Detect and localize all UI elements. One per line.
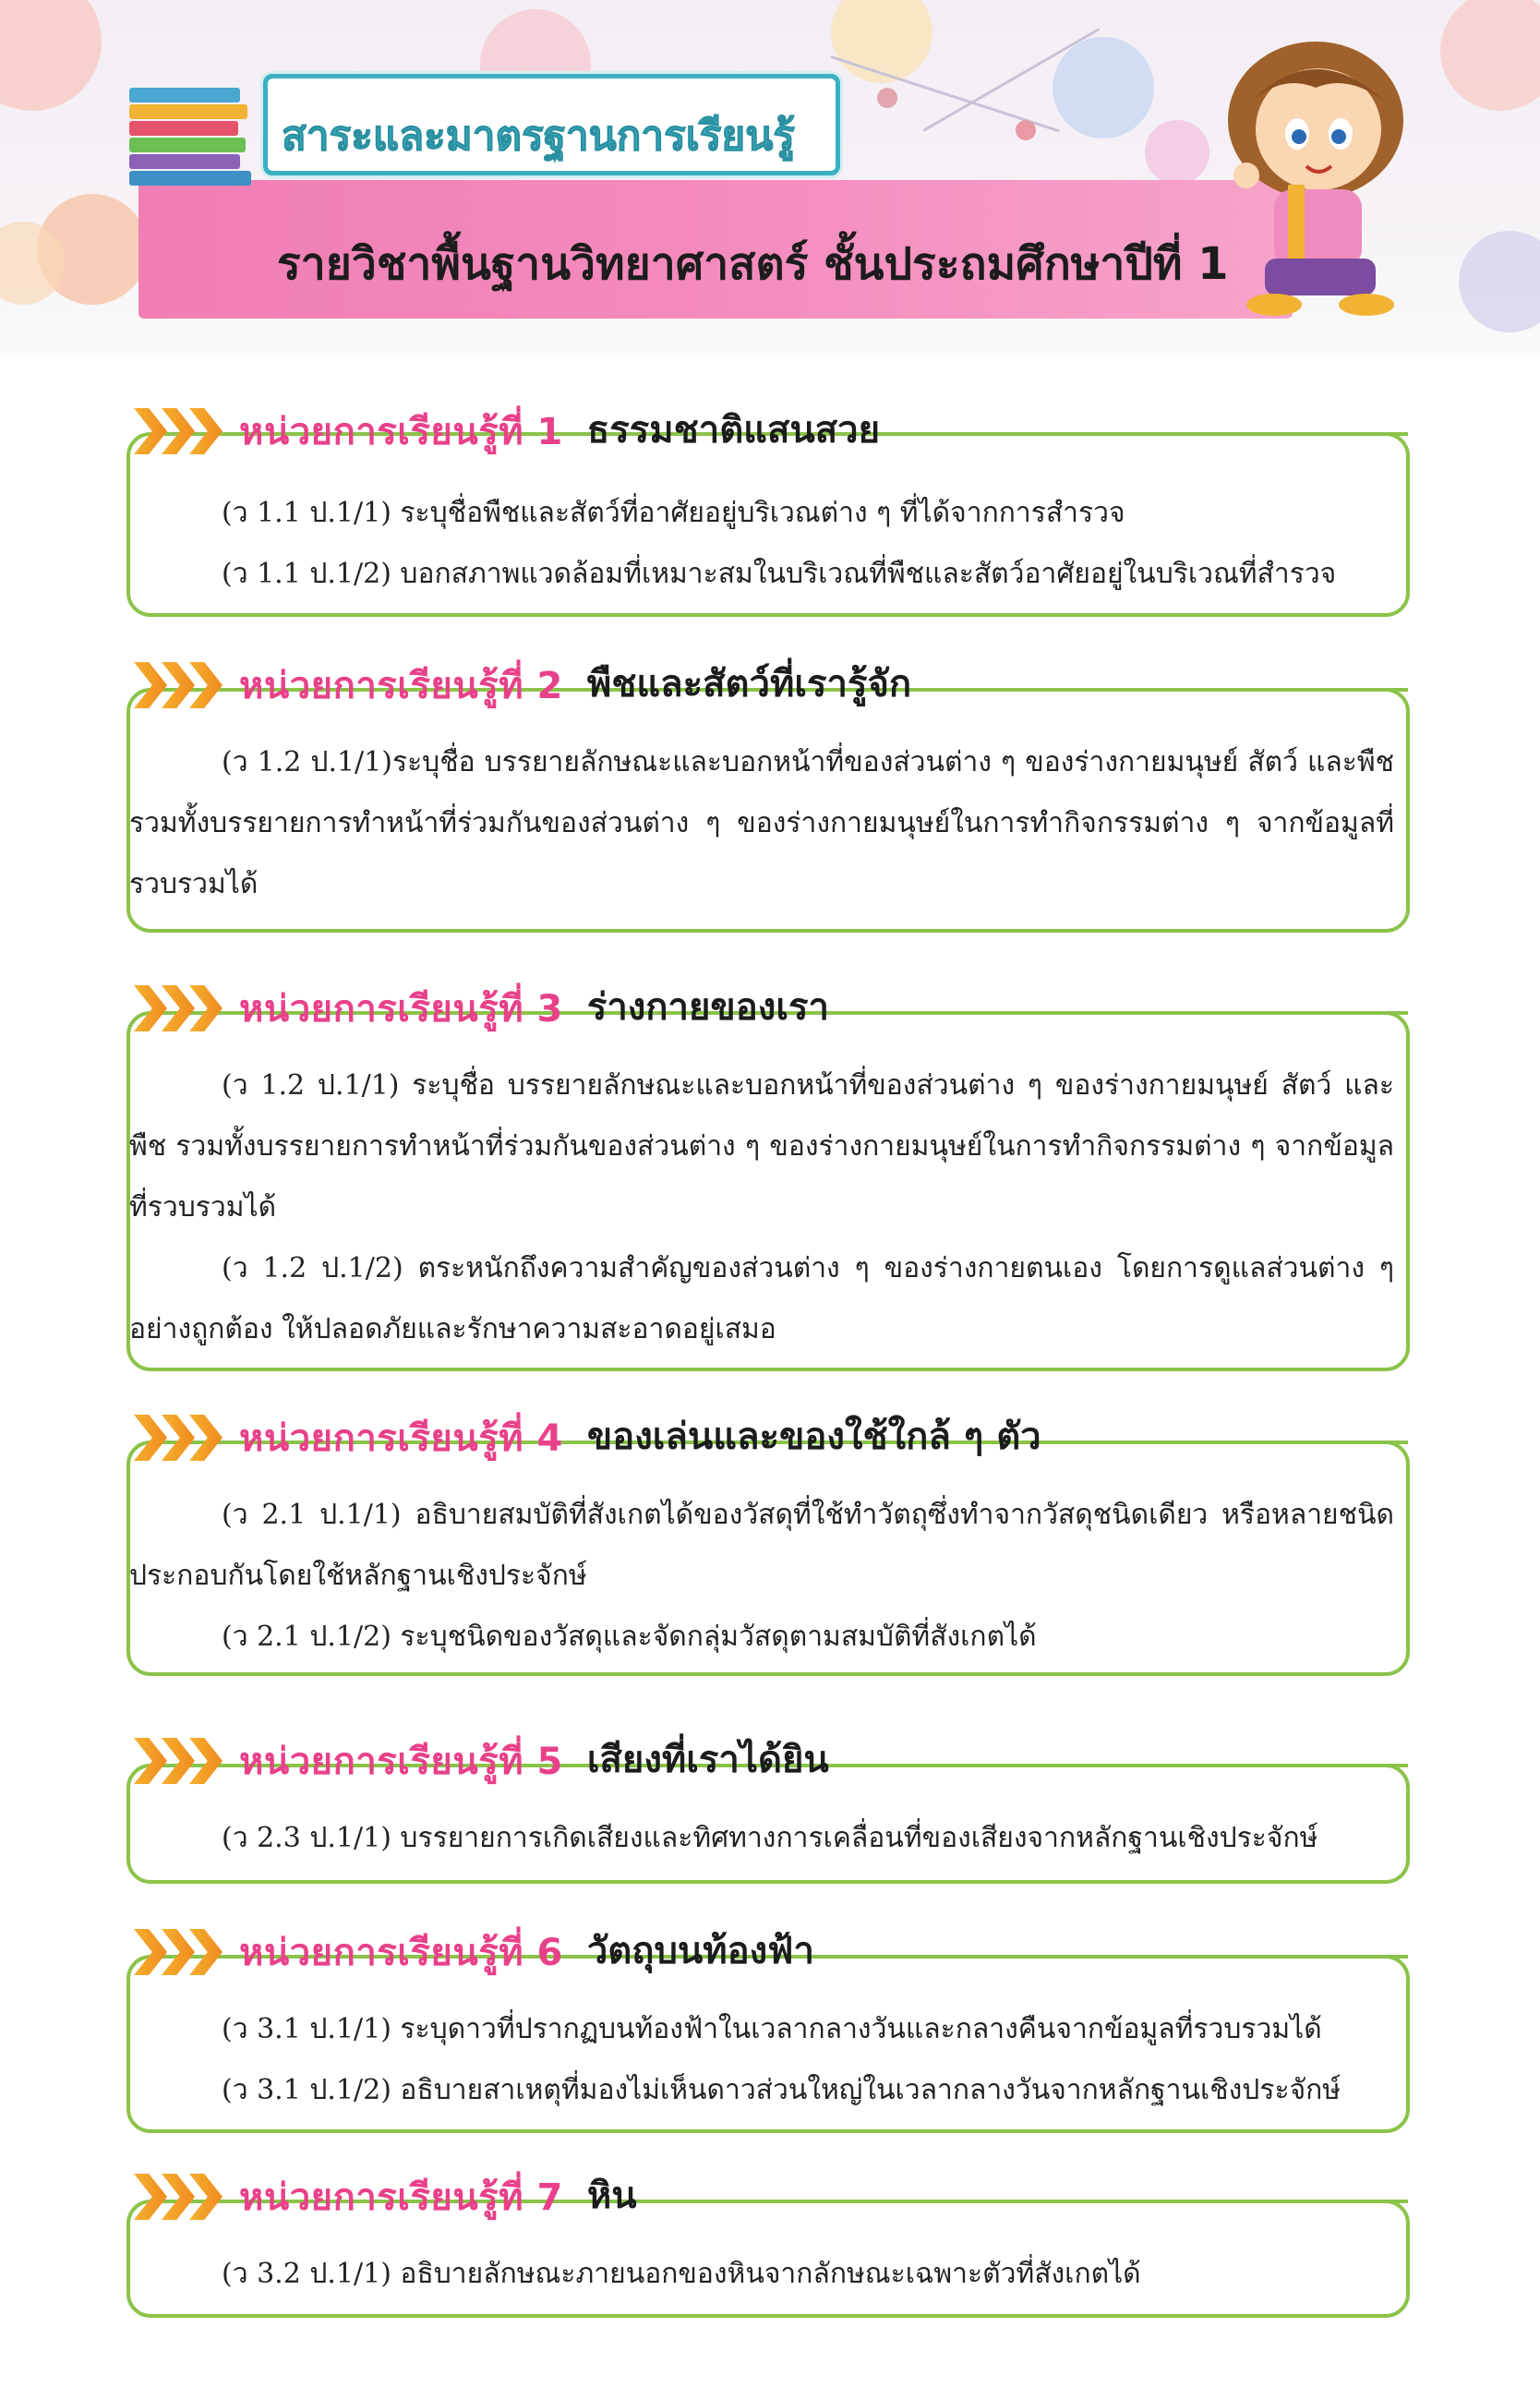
unit-label: หน่วยการเรียนรู้ที่ 7 — [239, 2176, 563, 2219]
unit-indicators — [129, 1485, 1394, 1668]
unit-heading — [134, 1405, 1041, 1470]
indicator-text: (ว 1.1 ป.1/2) บอกสภาพแวดล้อมที่เหมาะสมในบริเวณที่พืชและสัตว์อาศัยอยู่ในบริเวณที่สำรวจ — [222, 558, 1337, 590]
page-title: สาระและมาตรฐานการเรียนรู้ — [282, 113, 795, 160]
unit-header-underline — [863, 1955, 1408, 1959]
unit-heading — [134, 653, 911, 717]
indicator-text: (ว 1.2 ป.1/1)ระบุชื่อ บรรยายลักษณะและบอกหน้าที่ของส่วนต่าง ๆ ของร่างกายมนุษย์ สัตว์ และพืช รวมทั้งบรรยายการทำหน้าที่ร่วมกันของส่วนต่าง ๆ ของร่างกายมนุษย์ในการทำกิจกรรมต่าง ๆ จากข้อมูลที่รวบรวมได้ — [129, 746, 1394, 900]
unit-indicators — [129, 2244, 1394, 2305]
unit-header-underline — [909, 432, 1408, 436]
chevron-arrows-icon — [134, 662, 217, 708]
unit-indicators — [129, 483, 1394, 605]
page-subtitle: รายวิชาพื้นฐานวิทยาศาสตร์ ชั้นประถมศึกษาปีที่ 1 — [277, 238, 1229, 290]
unit-indicators — [129, 1808, 1394, 1869]
unit-header-underline — [937, 688, 1408, 692]
unit-label: หน่วยการเรียนรู้ที่ 1 — [239, 411, 563, 453]
indicator-text: (ว 2.1 ป.1/1) อธิบายสมบัติที่สังเกตได้ของวัสดุที่ใช้ทำวัตถุซึ่งทำจากวัสดุชนิดเดียว หรือหลายชนิดประกอบกันโดยใช้หลักฐานเชิงประจักษ์ — [129, 1499, 1394, 1592]
decor-bubble — [1440, 0, 1540, 111]
unit-header-underline — [1076, 1441, 1408, 1444]
chevron-arrows-icon — [134, 985, 217, 1031]
chevron-arrows-icon — [134, 2174, 217, 2220]
unit-name: วัตถุบนท้องฟ้า — [586, 1930, 814, 1972]
decor-bubble — [0, 0, 102, 111]
unit-name: ของเล่นและของใช้ใกล้ ๆ ตัว — [586, 1416, 1041, 1458]
chevron-arrows-icon — [134, 1929, 217, 1975]
unit-header-underline — [868, 1011, 1408, 1015]
unit-label: หน่วยการเรียนรู้ที่ 3 — [239, 988, 563, 1031]
unit-heading — [134, 976, 829, 1041]
decor-bubble — [831, 0, 932, 83]
indicator-text: (ว 1.2 ป.1/1) ระบุชื่อ บรรยายลักษณะและบอกหน้าที่ของส่วนต่าง ๆ ของร่างกายมนุษย์ สัตว์ และพืช รวมทั้งบรรยายการทำหน้าที่ร่วมกันของส่วนต่าง ๆ ของร่างกายมนุษย์ในการทำกิจกรรมต่าง ๆ จากข้อมูลที่รวบรวมได้ — [129, 1069, 1394, 1224]
indicator-text: (ว 3.1 ป.1/1) ระบุดาวที่ปรากฏบนท้องฟ้าในเวลากลางวันและกลางคืนจากข้อมูลที่รวบรวมได้ — [222, 2013, 1322, 2045]
unit-indicators — [129, 1055, 1394, 1360]
indicator-text: (ว 2.1 ป.1/2) ระบุชนิดของวัสดุและจัดกลุ่มวัสดุตามสมบัติที่สังเกตได้ — [222, 1621, 1037, 1653]
unit-label: หน่วยการเรียนรู้ที่ 2 — [239, 665, 563, 707]
unit-heading — [134, 1920, 814, 1984]
unit-label: หน่วยการเรียนรู้ที่ 6 — [239, 1932, 563, 1974]
unit-label: หน่วยการเรียนรู้ที่ 4 — [239, 1417, 563, 1460]
chevron-arrows-icon — [134, 1738, 217, 1784]
unit-heading — [134, 1729, 829, 1793]
unit-heading — [134, 2164, 637, 2229]
books-icon — [129, 88, 259, 185]
unit-indicators — [129, 1999, 1394, 2121]
unit-heading — [134, 399, 880, 464]
girl-illustration — [1209, 37, 1422, 323]
chevron-arrows-icon — [134, 1415, 217, 1461]
unit-name: เสียงที่เราได้ยิน — [586, 1739, 829, 1781]
unit-header-underline — [849, 1764, 1408, 1767]
header-banner — [0, 0, 1540, 356]
unit-name: หิน — [586, 2175, 637, 2217]
decor-bubble — [1459, 231, 1540, 332]
decor-bubble — [1145, 120, 1209, 185]
unit-name: พืชและสัตว์ที่เรารู้จัก — [586, 663, 912, 705]
decor-node — [1016, 120, 1036, 140]
decor-node — [877, 88, 897, 108]
indicator-text: (ว 3.2 ป.1/1) อธิบายลักษณะภายนอกของหินจากลักษณะเฉพาะตัวที่สังเกตได้ — [222, 2258, 1141, 2290]
indicator-text: (ว 1.2 ป.1/2) ตระหนักถึงความสำคัญของส่วนต่าง ๆ ของร่างกายตนเอง โดยการดูแลส่วนต่าง ๆ อย่างถูกต้อง ให้ปลอดภัยและรักษาความสะอาดอยู่เสมอ — [129, 1252, 1394, 1345]
unit-label: หน่วยการเรียนรู้ที่ 5 — [239, 1741, 563, 1783]
unit-header-underline — [679, 2200, 1408, 2203]
indicator-text: (ว 1.1 ป.1/1) ระบุชื่อพืชและสัตว์ที่อาศัยอยู่บริเวณต่าง ๆ ที่ได้จากการสำรวจ — [222, 497, 1125, 529]
unit-name: ร่างกายของเรา — [586, 986, 829, 1029]
unit-name: ธรรมชาติแสนสวย — [586, 409, 881, 452]
chevron-arrows-icon — [134, 408, 217, 454]
indicator-text: (ว 3.1 ป.1/2) อธิบายสาเหตุที่มองไม่เห็นดาวส่วนใหญ่ในเวลากลางวันจากหลักฐานเชิงประจักษ์ — [222, 2074, 1341, 2106]
indicator-text: (ว 2.3 ป.1/1) บรรยายการเกิดเสียงและทิศทางการเคลื่อนที่ของเสียงจากหลักฐานเชิงประจักษ์ — [222, 1822, 1318, 1854]
unit-indicators — [129, 732, 1394, 915]
decor-bubble — [1053, 37, 1154, 139]
